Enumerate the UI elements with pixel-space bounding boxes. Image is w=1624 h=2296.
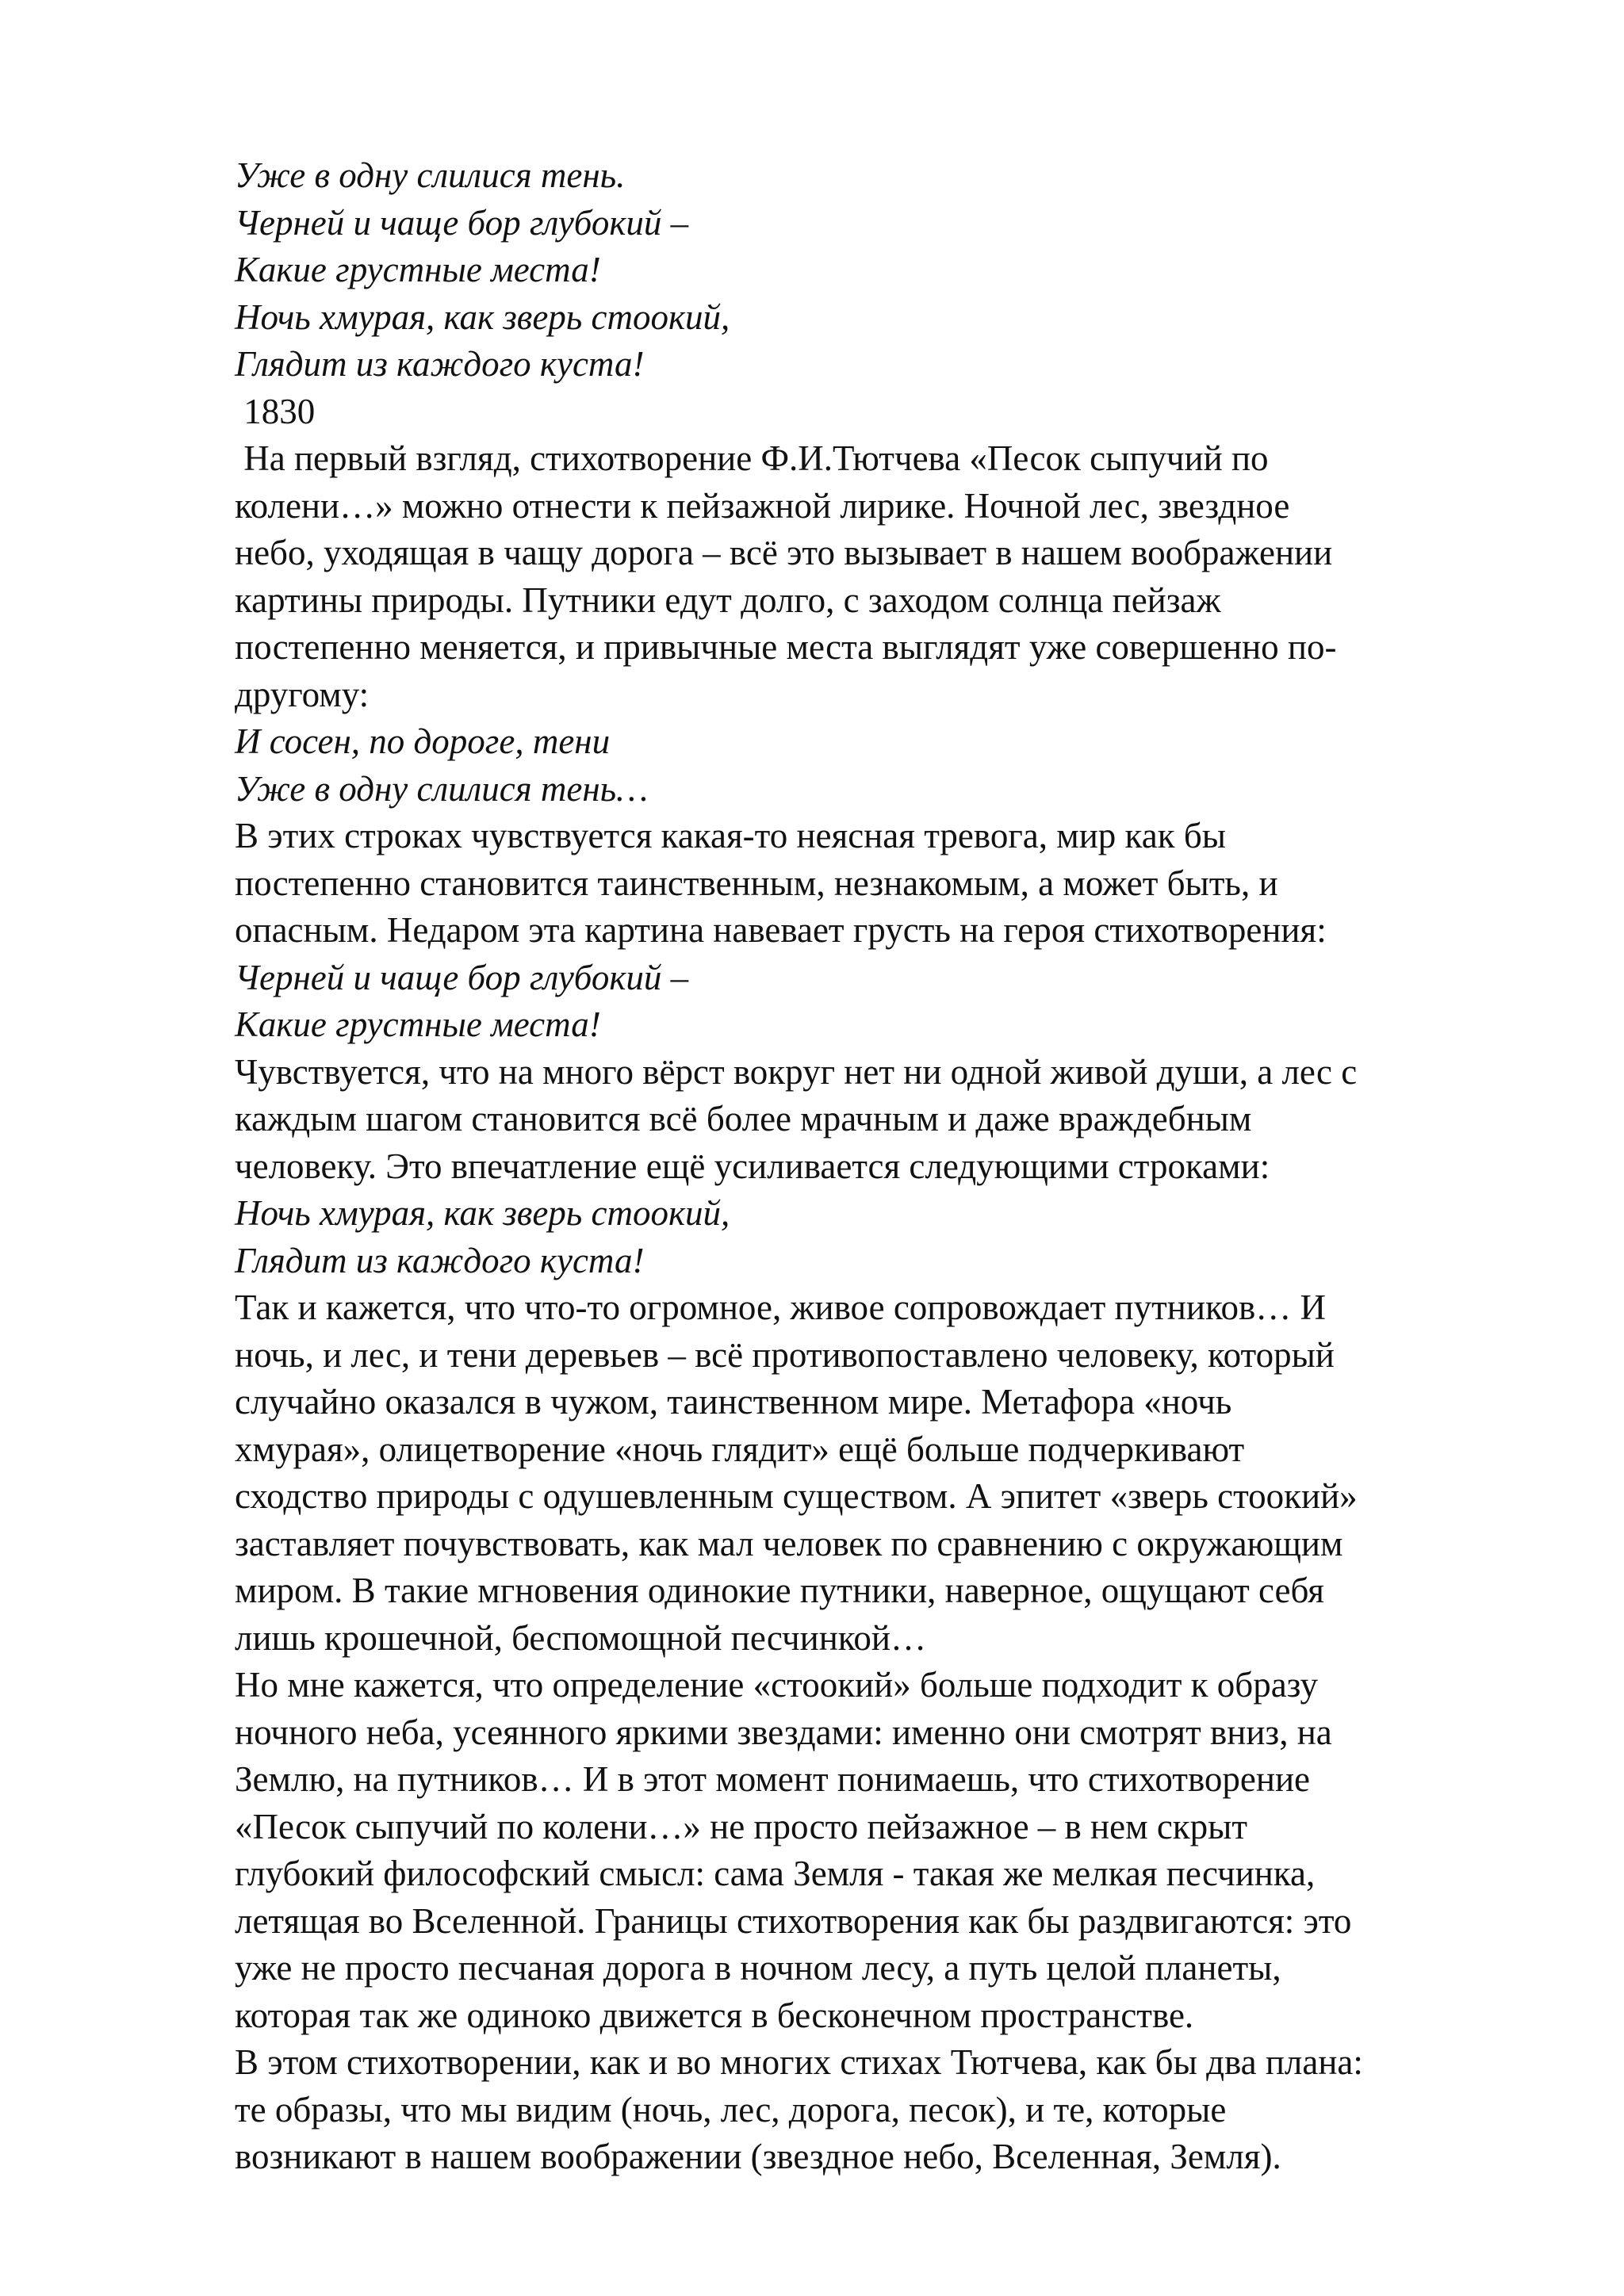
quoted-poem-line: И сосен, по дороге, тени <box>235 721 611 761</box>
quoted-poem-line: Ночь хмурая, как зверь стоокий, <box>235 1193 730 1233</box>
poem-line: Черней и чаще бор глубокий – <box>235 202 689 243</box>
prose-line: каждым шагом становится всё более мрачным и даже враждебным <box>235 1099 1252 1138</box>
prose-line: В этих строках чувствуется какая-то неясная тревога, мир как бы <box>235 816 1226 855</box>
prose-line: ночного неба, усеянного яркими звездами: именно они смотрят вниз, на <box>235 1712 1332 1752</box>
quoted-poem-line: Уже в одну слилися тень… <box>235 768 649 809</box>
prose-line: постепенно становится таинственным, незнакомым, а может быть, и <box>235 863 1278 903</box>
poem-line: Глядит из каждого куста! <box>235 344 645 384</box>
prose-line: возникают в нашем воображении (звездное небо, Вселенная, Земля). <box>235 2137 1281 2176</box>
prose-line: В этом стихотворении, как и во многих стихах Тютчева, как бы два плана: <box>235 2042 1363 2082</box>
prose-line: ночь, и лес, и тени деревьев – всё противопоставлено человеку, который <box>235 1334 1335 1375</box>
prose-line: Так и кажется, что что-то огромное, живое сопровождает путников… И <box>235 1288 1327 1327</box>
poem-line: Ночь хмурая, как зверь стоокий, <box>235 297 730 337</box>
prose-line: случайно оказался в чужом, таинственном мире. Метафора «ночь <box>235 1382 1232 1422</box>
prose-line: человеку. Это впечатление ещё усиливается следующими строками: <box>235 1146 1270 1186</box>
prose-line: глубокий философский смысл: сама Земля - такая же мелкая песчинка, <box>235 1854 1316 1893</box>
prose-line: небо, уходящая в чащу дорога – всё это вызывает в нашем воображении <box>235 533 1333 572</box>
prose-line: опасным. Недаром эта картина навевает грусть на героя стихотворения: <box>235 910 1327 950</box>
poem-year: 1830 <box>235 391 316 431</box>
poem-line: Уже в одну слилися тень. <box>235 155 626 195</box>
poem-line: Какие грустные места! <box>235 250 601 289</box>
quoted-poem-line: Какие грустные места! <box>235 1004 601 1044</box>
prose-line: На первый взгляд, стихотворение Ф.И.Тютчева «Песок сыпучий по <box>235 438 1269 478</box>
prose-line: заставляет почувствовать, как мал человек по сравнению с окружающим <box>235 1523 1343 1563</box>
prose-line: те образы, что мы видим (ночь, лес, дорога, песок), и те, которые <box>235 2089 1227 2130</box>
prose-line: другому: <box>235 674 370 714</box>
prose-line: уже не просто песчаная дорога в ночном лесу, а путь целой планеты, <box>235 1948 1281 1988</box>
prose-line: миром. В такие мгновения одинокие путники, наверное, ощущают себя <box>235 1571 1324 1610</box>
poem-excerpt <box>235 152 1535 435</box>
quoted-poem-line: Глядит из каждого куста! <box>235 1240 645 1280</box>
essay-body <box>235 435 1535 2181</box>
prose-line: колени…» можно отнести к пейзажной лирике. Ночной лес, звездное <box>235 485 1290 526</box>
prose-line: постепенно меняется, и привычные места выглядят уже совершенно по- <box>235 627 1337 667</box>
quoted-poem-line: Черней и чаще бор глубокий – <box>235 957 689 997</box>
prose-line: лишь крошечной, беспомощной песчинкой… <box>235 1617 926 1658</box>
prose-line: хмурая», олицетворение «ночь глядит» ещё больше подчеркивают <box>235 1429 1245 1469</box>
prose-line: которая так же одиноко движется в бесконечном пространстве. <box>235 1995 1194 2035</box>
prose-line: картины природы. Путники едут долго, с заходом солнца пейзаж <box>235 580 1221 620</box>
prose-line: летящая во Вселенной. Границы стихотворения как бы раздвигаются: это <box>235 1900 1352 1941</box>
prose-line: Но мне кажется, что определение «стоокий» больше подходит к образу <box>235 1665 1318 1705</box>
text-column <box>235 152 1535 2181</box>
prose-line: сходство природы с одушевленным существом. А эпитет «зверь стоокий» <box>235 1476 1358 1516</box>
prose-line: Чувствуется, что на много вёрст вокруг нет ни одной живой души, а лес с <box>235 1051 1358 1092</box>
prose-line: «Песок сыпучий по колени…» не просто пейзажное – в нем скрыт <box>235 1806 1248 1846</box>
prose-line: Землю, на путников… И в этот момент понимаешь, что стихотворение <box>235 1759 1310 1799</box>
